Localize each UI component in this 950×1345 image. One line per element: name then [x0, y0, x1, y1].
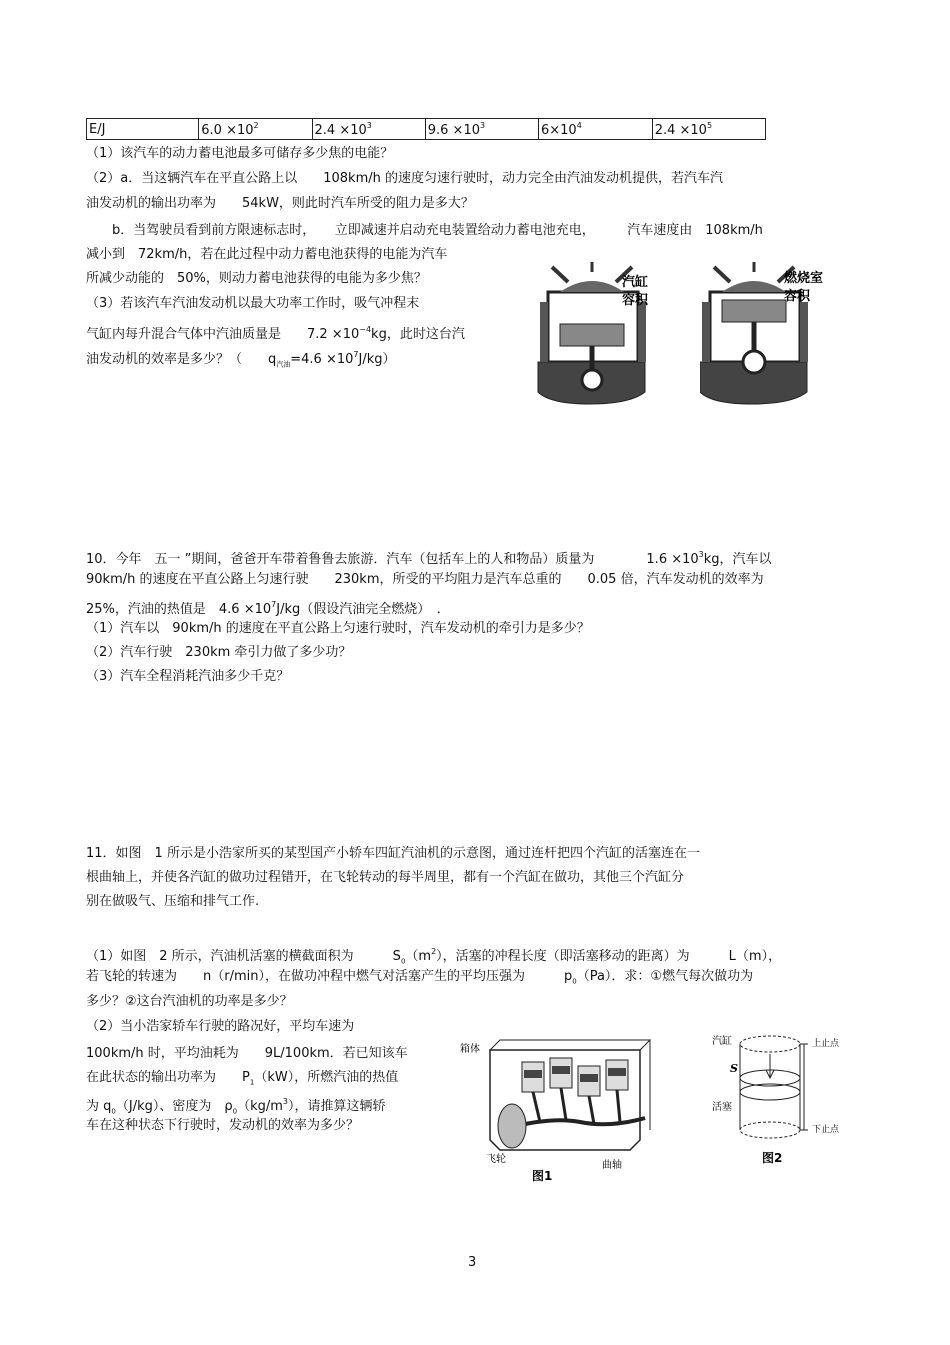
combustion-chamber-figure — [700, 262, 840, 407]
q11-part1-line3: 多少？②这台汽油机的功率是多少？ — [86, 994, 293, 1009]
q9-part2b-line2: 减小到 72km/h，若在此过程中动力蓄电池获得的电能为汽车 — [86, 247, 448, 262]
fig2-label-piston: 活塞 — [712, 1102, 732, 1113]
q10-line1: 10．今年 五一 ”期间，爸爸开车带着鲁鲁去旅游．汽车（包括车上的人和物品）质量为 $1.6 \times 10^3kg$，汽车以 — [86, 550, 772, 567]
fig-right-label-1: 燃烧室 — [784, 271, 824, 286]
q9-part1: （1）该汽车的动力蓄电池最多可储存多少焦的电能？ — [86, 146, 394, 161]
fig-right-label-2: 容积 — [784, 289, 811, 304]
q9-part2a-line1: （2）a．当这辆汽车在平直公路上以 108km/h 的速度匀速行驶时，动力完全由汽油发动机提供，若汽车汽 — [86, 171, 723, 186]
table-row — [87, 119, 766, 140]
q11-part2-line1: （2）当小浩家轿车行驶的路况好，平均车速为 — [86, 1019, 355, 1034]
fig2-label-bottom-dead-center: 下止点 — [812, 1125, 840, 1135]
table-cell: $2.4 \times 10^3$ — [312, 119, 425, 140]
fig1-label-flywheel: 飞轮 — [486, 1154, 506, 1165]
q10-sub2: （2）汽车行驶 230km 牵引力做了多少功？ — [86, 645, 352, 660]
q10-line2: 90km/h 的速度在平直公路上匀速行驶 230km，所受的平均阻力是汽车总重的 0.05 倍，汽车发动机的效率为 — [86, 572, 764, 587]
q11-part2-line4: 为 $q_0(J/kg)$、密度为 $\rho_0(kg/m^3)$，请推算这辆轿 — [86, 1097, 386, 1116]
q9-part3-line2: 气缸内每升混合气体中汽油质量是 $7.2 \times 10^{-4}kg$，此时这台汽 — [86, 325, 465, 342]
q9-part2b-line1: b．当驾驶员看到前方限速标志时， 立即减速并启动充电装置给动力蓄电池充电， 汽车速度由 108km/h — [86, 223, 763, 238]
fig1-caption: 图1 — [532, 1169, 553, 1183]
fig2-label-cylinder: 汽缸 — [712, 1036, 732, 1047]
cylinder-piston-figure — [712, 1030, 852, 1170]
fig2-caption: 图2 — [762, 1151, 783, 1165]
cylinder-volume-figure — [530, 262, 670, 407]
q9-part2b-line3: 所减少动能的 50%，则动力蓄电池获得的电能为多少焦？ — [86, 271, 427, 286]
q11-part1-line1: （1）如图 2 所示，汽油机活塞的横截面积为 $S_0(m^2)$，活塞的冲程长度（即活塞移动的距离）为 L（m）， — [86, 947, 782, 966]
fig2-label-top-dead-center: 上止点 — [812, 1039, 840, 1049]
fig1-label-crankshaft: 曲轴 — [602, 1160, 622, 1171]
fig2-label-s: S — [730, 1062, 738, 1075]
q11-part1-line2: 若飞轮的转速为 n（r/min），在做功冲程中燃气对活塞产生的平均压强为 $p_0(Pa)$．求：①燃气每次做功为 — [86, 969, 754, 986]
q11-part2-line3: 在此状态的输出功率为 $P_1(kW)$，所燃汽油的热值 — [86, 1070, 399, 1087]
fig-left-label-2: 容积 — [622, 293, 649, 308]
page-number: 3 — [468, 1255, 477, 1270]
table-cell: $6.0 \times 10^2$ — [199, 119, 312, 140]
q10-sub3: （3）汽车全程消耗汽油多少千克？ — [86, 669, 290, 684]
energy-table — [86, 118, 766, 140]
q9-part3-line3: 油发动机的效率是多少？（ $q_{汽油}=4.6 \times 10^7J/kg$） — [86, 350, 396, 369]
table-cell: E/J — [87, 119, 199, 140]
q9-part3-line1: （3）若该汽车汽油发动机以最大功率工作时，吸气冲程末 — [86, 296, 420, 311]
table-cell: $2.4 \times 10^5$ — [652, 119, 765, 140]
table-cell: $9.6 \times 10^3$ — [425, 119, 538, 140]
q9-part2a-line2: 油发动机的输出功率为 54kW，则此时汽车所受的阻力是多大？ — [86, 196, 474, 211]
fig1-label-body: 箱体 — [460, 1044, 480, 1055]
four-cylinder-engine-figure — [460, 1030, 670, 1185]
q10-line3: 25%，汽油的热值是 $4.6 \times 10^7J/kg$（假设汽油完全燃烧） ． — [86, 600, 450, 617]
q11-part2-line5: 车在这种状态下行驶时，发动机的效率为多少？ — [86, 1118, 360, 1133]
q11-part2-line2: 100km/h 时，平均油耗为 9L/100km．若已知该车 — [86, 1046, 408, 1061]
q10-sub1: （1）汽车以 90km/h 的速度在平直公路上匀速行驶时，汽车发动机的牵引力是多少？ — [86, 621, 590, 636]
fig-left-label-1: 汽缸 — [622, 275, 649, 290]
q11-line1: 11．如图 1 所示是小浩家所买的某型国产小轿车四缸汽油机的示意图，通过连杆把四个汽缸的活塞连在一 — [86, 846, 700, 861]
q11-line2: 根曲轴上，并使各汽缸的做功过程错开，在飞轮转动的每半周里，都有一个汽缸在做功，其他三个汽缸分 — [86, 870, 685, 885]
q11-line3: 别在做吸气、压缩和排气工作. — [86, 894, 260, 909]
table-cell: $6\times 10^4$ — [538, 119, 652, 140]
